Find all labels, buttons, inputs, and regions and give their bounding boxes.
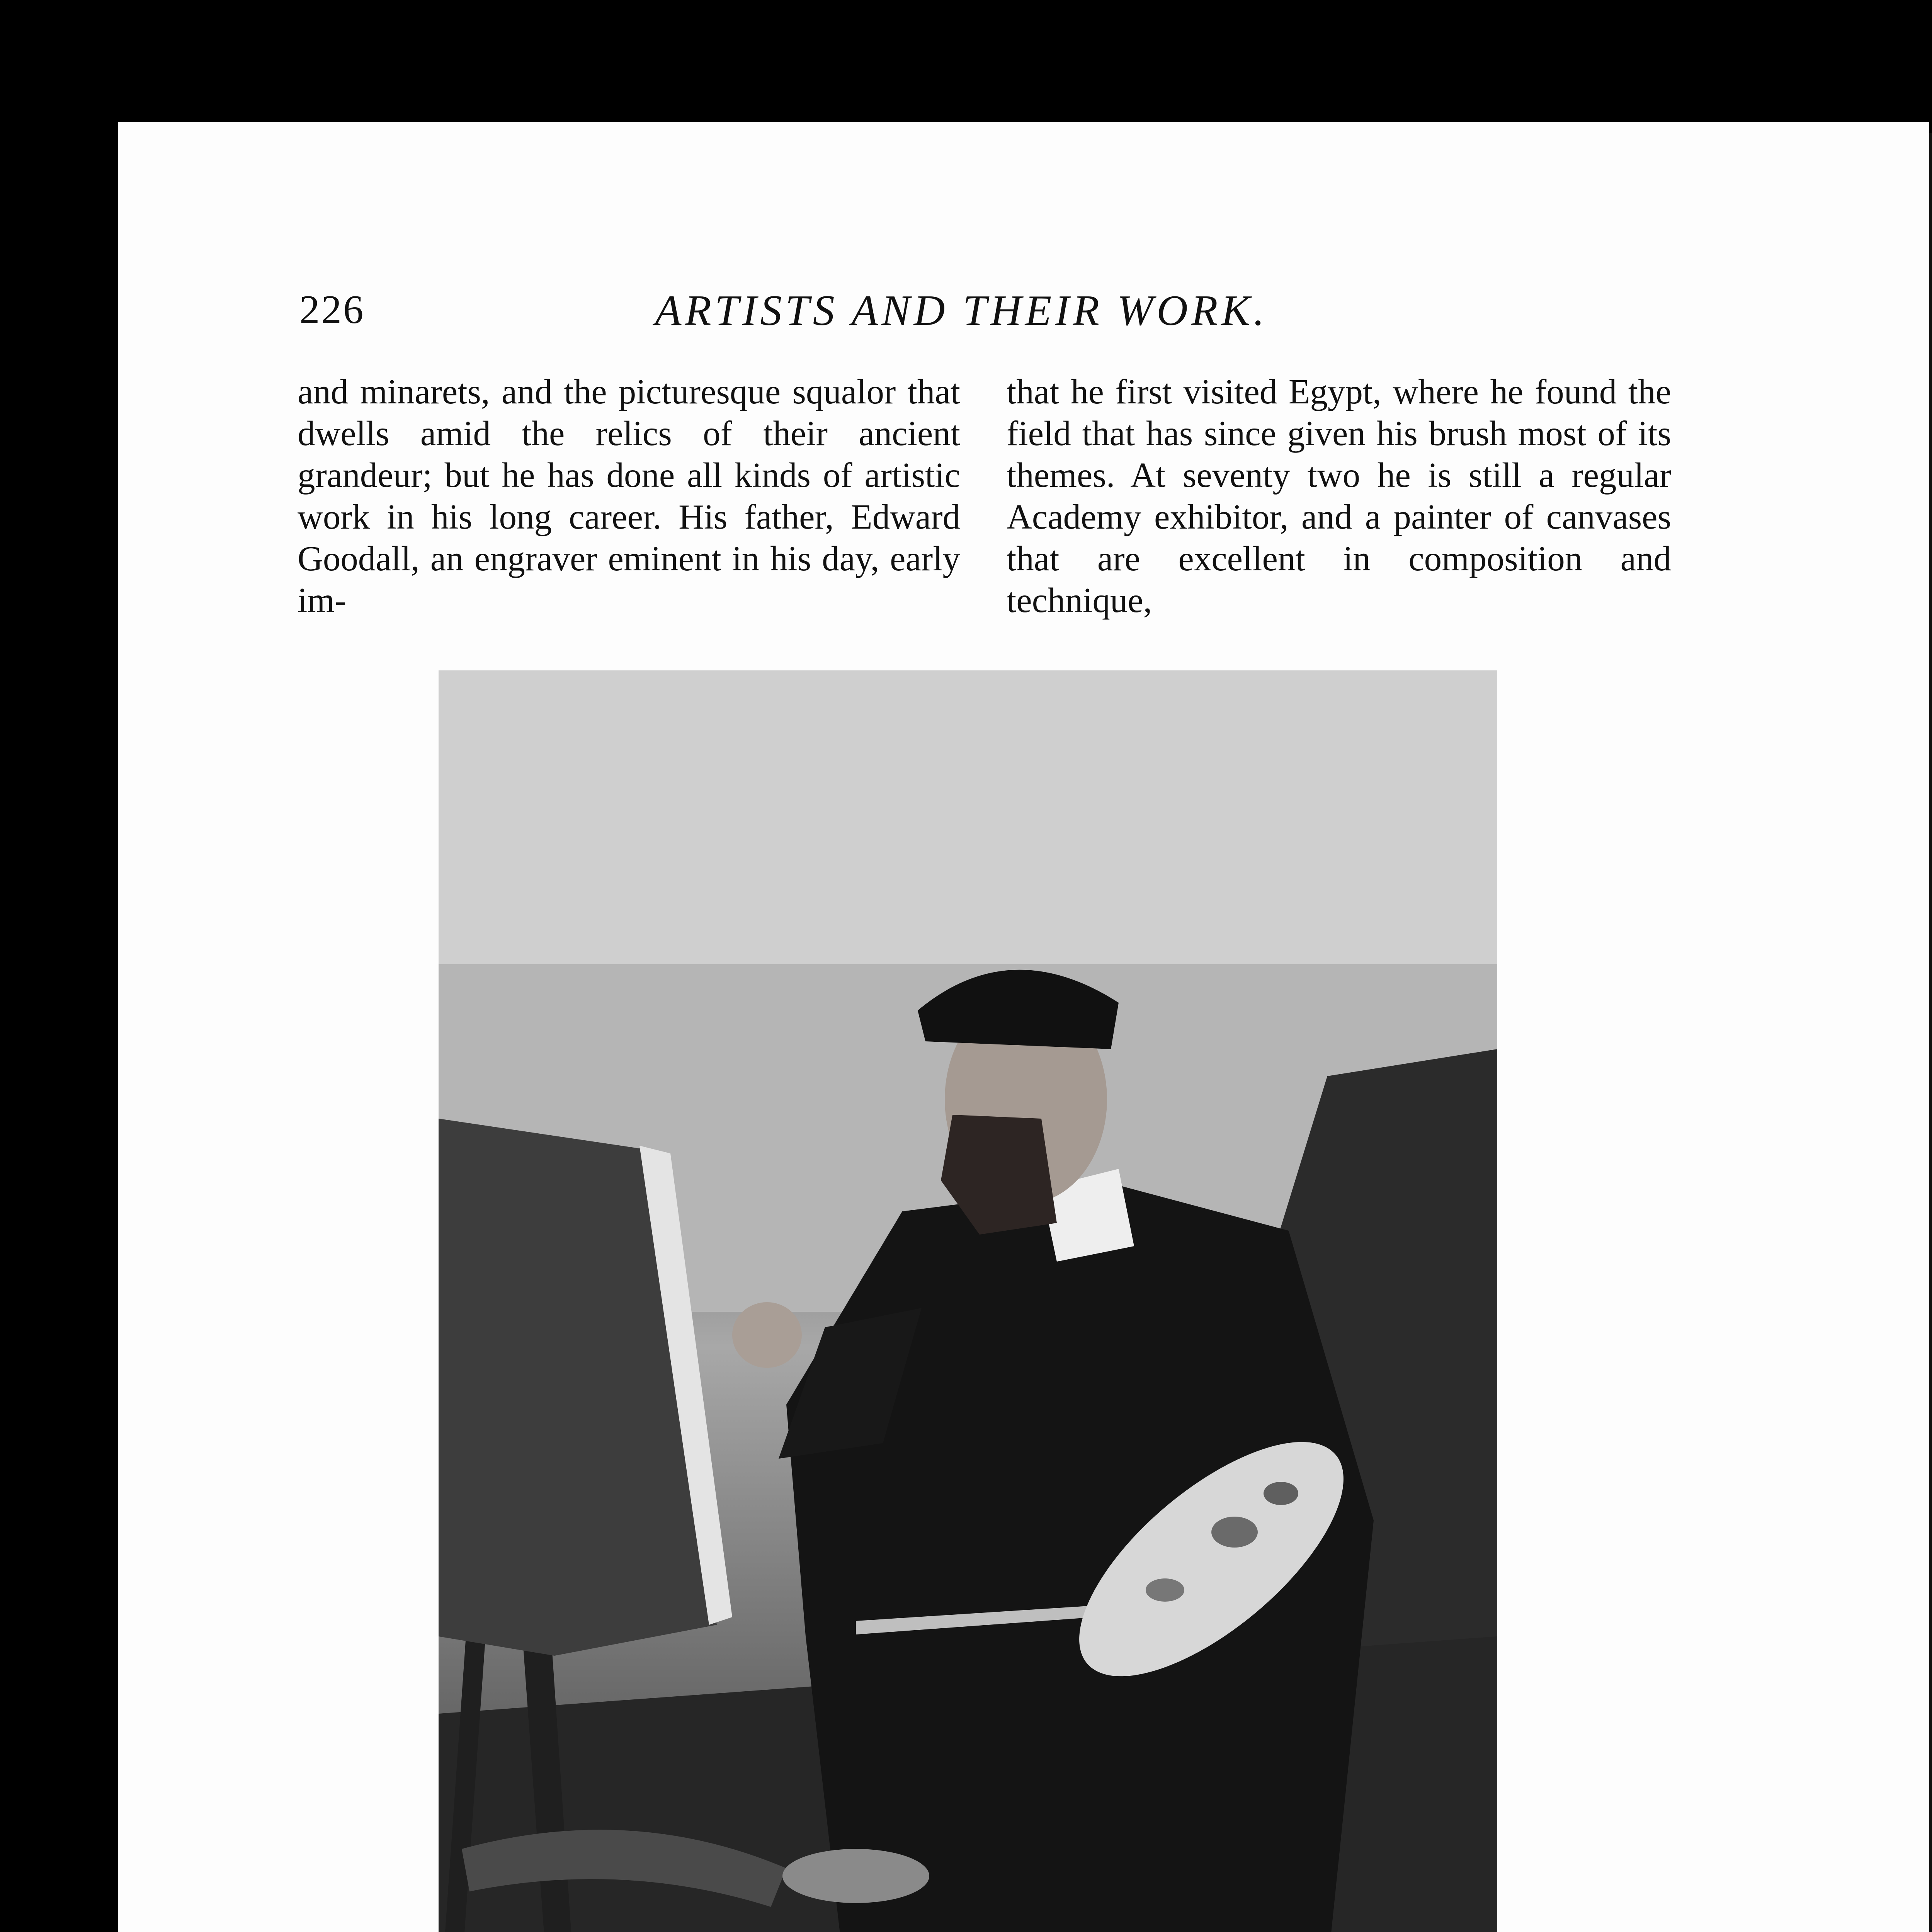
top-left-column <box>298 371 960 621</box>
adjacent-page-edge <box>1929 133 1932 1932</box>
top-right-column <box>1007 371 1671 621</box>
paragraph: that he first visited Egypt, where he found the field that has since given his brush most of its themes. At seventy two he is still a regular Academy exhibitor, and a painter of canvases that are excellent in composition and technique, <box>1007 372 1671 620</box>
running-title: ARTISTS AND THEIR WORK. <box>655 287 1268 335</box>
portrait-image <box>439 670 1497 1932</box>
portrait-illustration <box>439 670 1497 1932</box>
page-number: 226 <box>299 287 365 332</box>
paragraph: and minarets, and the picturesque squalor that dwells amid the relics of their ancient grandeur; but he has done all kinds of artistic work in his long career. His father, Edward Goodall, an engraver eminent in his day, early im- <box>298 372 960 620</box>
page-header <box>299 286 1706 340</box>
